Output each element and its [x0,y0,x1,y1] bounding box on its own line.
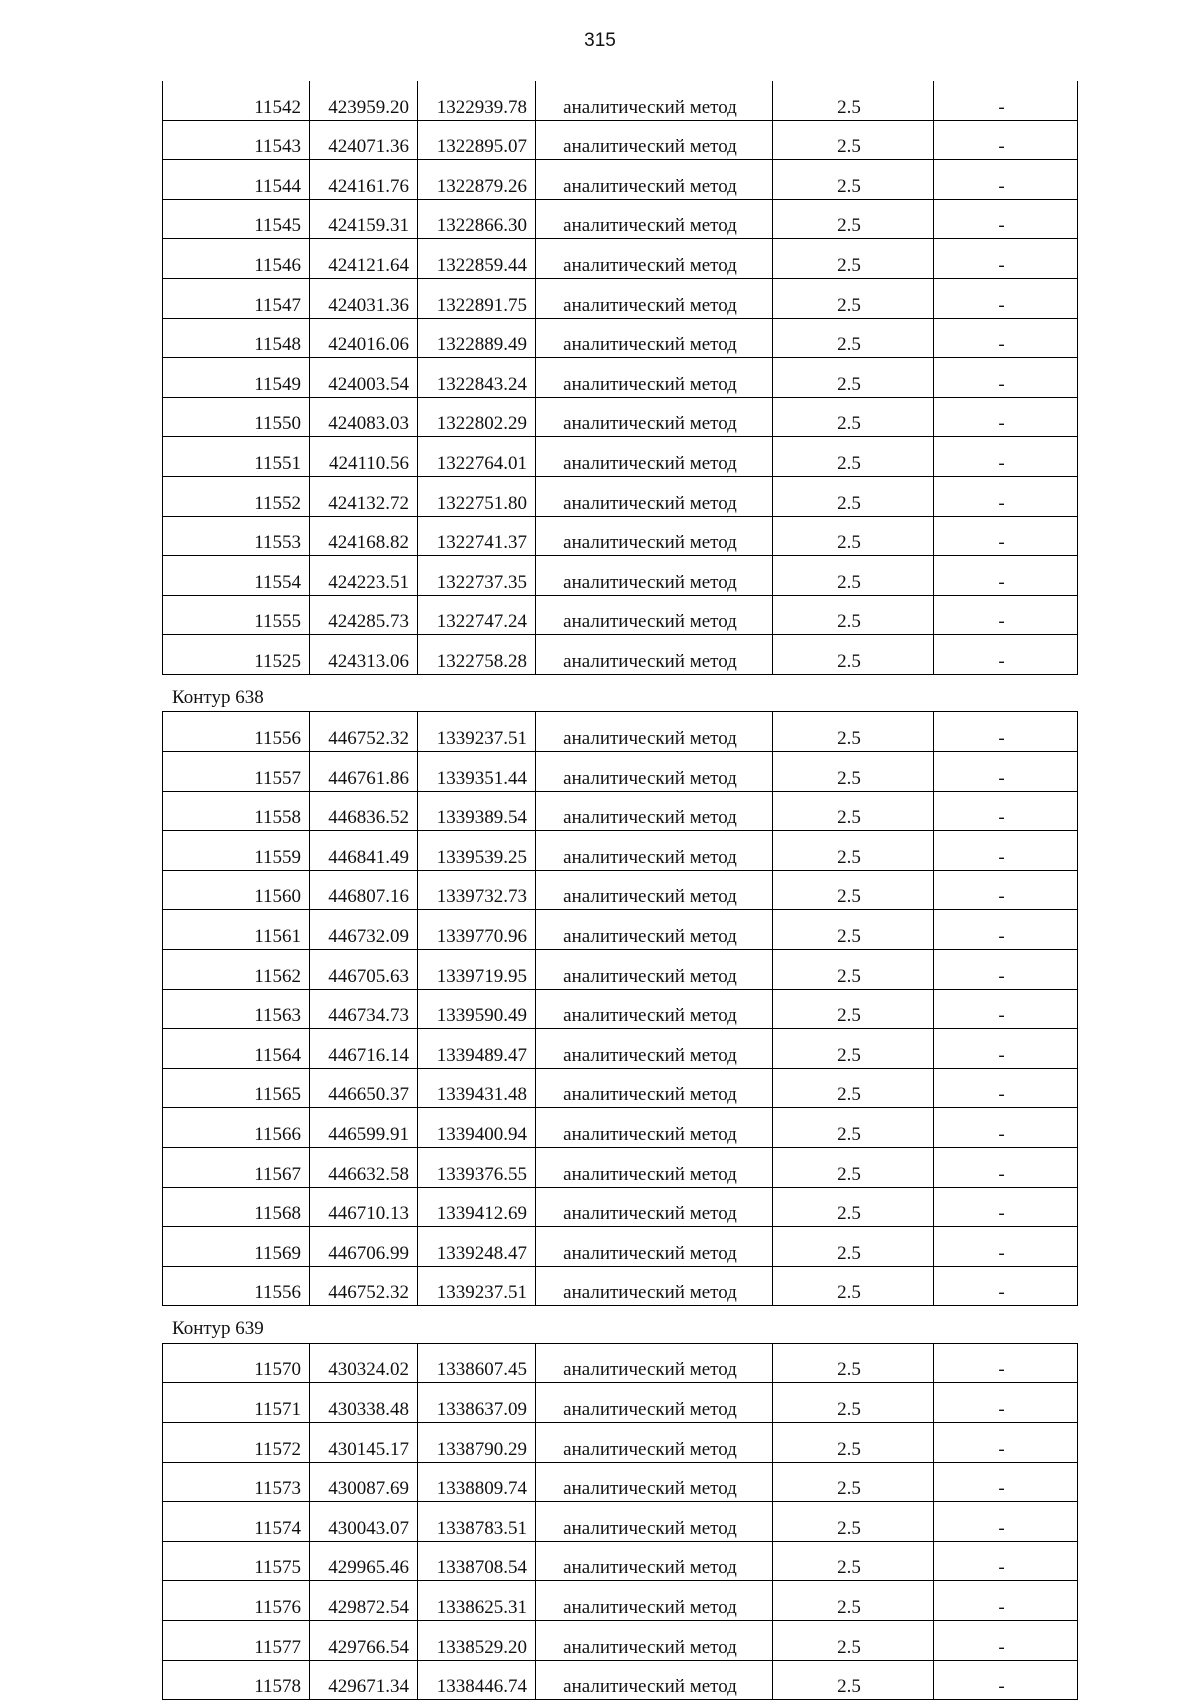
method-cell: аналитический метод [536,199,773,239]
x-coordinate-cell: 424121.64 [310,239,418,279]
x-coordinate-cell: 446836.52 [310,791,418,831]
description-cell: - [934,318,1078,358]
table-row [163,1147,1078,1187]
y-coordinate-cell: 1322889.49 [418,318,536,358]
y-coordinate-cell: 1339351.44 [418,752,536,792]
description-cell: - [934,1383,1078,1423]
x-coordinate-cell: 430043.07 [310,1502,418,1542]
method-cell: аналитический метод [536,1068,773,1108]
x-coordinate-cell: 424003.54 [310,358,418,398]
accuracy-cell: 2.5 [773,752,934,792]
description-cell: - [934,989,1078,1029]
accuracy-cell: 2.5 [773,1541,934,1581]
x-coordinate-cell: 429872.54 [310,1581,418,1621]
method-cell: аналитический метод [536,358,773,398]
y-coordinate-cell: 1322802.29 [418,397,536,437]
accuracy-cell: 2.5 [773,989,934,1029]
y-coordinate-cell: 1322751.80 [418,476,536,516]
method-cell: аналитический метод [536,1502,773,1542]
method-cell: аналитический метод [536,437,773,477]
point-number-cell: 11568 [163,1187,310,1227]
point-number-cell: 11546 [163,239,310,279]
x-coordinate-cell: 424132.72 [310,476,418,516]
x-coordinate-cell: 430338.48 [310,1383,418,1423]
y-coordinate-cell: 1322939.78 [418,81,536,120]
description-cell: - [934,358,1078,398]
method-cell: аналитический метод [536,1187,773,1227]
accuracy-cell: 2.5 [773,278,934,318]
accuracy-cell: 2.5 [773,712,934,752]
method-cell: аналитический метод [536,989,773,1029]
y-coordinate-cell: 1322764.01 [418,437,536,477]
method-cell: аналитический метод [536,1581,773,1621]
method-cell: аналитический метод [536,1423,773,1463]
y-coordinate-cell: 1339389.54 [418,791,536,831]
table-row [163,556,1078,596]
point-number-cell: 11574 [163,1502,310,1542]
x-coordinate-cell: 429766.54 [310,1620,418,1660]
x-coordinate-cell: 429671.34 [310,1660,418,1700]
method-cell: аналитический метод [536,160,773,200]
method-cell: аналитический метод [536,1620,773,1660]
accuracy-cell: 2.5 [773,239,934,279]
y-coordinate-cell: 1338607.45 [418,1343,536,1383]
method-cell: аналитический метод [536,476,773,516]
point-number-cell: 11548 [163,318,310,358]
accuracy-cell: 2.5 [773,831,934,871]
y-coordinate-cell: 1339431.48 [418,1068,536,1108]
table-row [163,1068,1078,1108]
table-row [163,239,1078,279]
point-number-cell: 11569 [163,1227,310,1267]
description-cell: - [934,437,1078,477]
y-coordinate-cell: 1339376.55 [418,1147,536,1187]
point-number-cell: 11572 [163,1423,310,1463]
x-coordinate-cell: 424031.36 [310,278,418,318]
y-coordinate-cell: 1322895.07 [418,120,536,160]
description-cell: - [934,595,1078,635]
accuracy-cell: 2.5 [773,1343,934,1383]
y-coordinate-cell: 1339732.73 [418,870,536,910]
point-number-cell: 11557 [163,752,310,792]
point-number-cell: 11567 [163,1147,310,1187]
accuracy-cell: 2.5 [773,949,934,989]
coordinates-table [162,711,1078,1306]
point-number-cell: 11555 [163,595,310,635]
description-cell: - [934,1343,1078,1383]
description-cell: - [934,1502,1078,1542]
table-row [163,1423,1078,1463]
point-number-cell: 11571 [163,1383,310,1423]
x-coordinate-cell: 424083.03 [310,397,418,437]
description-cell: - [934,1541,1078,1581]
x-coordinate-cell: 446761.86 [310,752,418,792]
coordinates-table [162,81,1078,675]
accuracy-cell: 2.5 [773,1581,934,1621]
point-number-cell: 11556 [163,1266,310,1306]
x-coordinate-cell: 424110.56 [310,437,418,477]
point-number-cell: 11551 [163,437,310,477]
accuracy-cell: 2.5 [773,318,934,358]
point-number-cell: 11559 [163,831,310,871]
x-coordinate-cell: 430324.02 [310,1343,418,1383]
x-coordinate-cell: 446710.13 [310,1187,418,1227]
point-number-cell: 11573 [163,1462,310,1502]
table-row [163,1383,1078,1423]
point-number-cell: 11544 [163,160,310,200]
table-row [163,1108,1078,1148]
x-coordinate-cell: 424161.76 [310,160,418,200]
description-cell: - [934,1147,1078,1187]
accuracy-cell: 2.5 [773,1620,934,1660]
point-number-cell: 11563 [163,989,310,1029]
accuracy-cell: 2.5 [773,556,934,596]
x-coordinate-cell: 446599.91 [310,1108,418,1148]
point-number-cell: 11564 [163,1029,310,1069]
x-coordinate-cell: 424168.82 [310,516,418,556]
table-row [163,1227,1078,1267]
accuracy-cell: 2.5 [773,1068,934,1108]
point-number-cell: 11547 [163,278,310,318]
description-cell: - [934,949,1078,989]
point-number-cell: 11562 [163,949,310,989]
description-cell: - [934,278,1078,318]
method-cell: аналитический метод [536,712,773,752]
coordinates-document [162,81,1077,1700]
y-coordinate-cell: 1338809.74 [418,1462,536,1502]
y-coordinate-cell: 1322859.44 [418,239,536,279]
method-cell: аналитический метод [536,752,773,792]
y-coordinate-cell: 1322843.24 [418,358,536,398]
point-number-cell: 11578 [163,1660,310,1700]
y-coordinate-cell: 1338637.09 [418,1383,536,1423]
y-coordinate-cell: 1338529.20 [418,1620,536,1660]
point-number-cell: 11545 [163,199,310,239]
accuracy-cell: 2.5 [773,1227,934,1267]
method-cell: аналитический метод [536,1029,773,1069]
method-cell: аналитический метод [536,120,773,160]
table-row [163,1462,1078,1502]
contour-title: Контур 638 [172,686,264,708]
accuracy-cell: 2.5 [773,199,934,239]
y-coordinate-cell: 1338446.74 [418,1660,536,1700]
description-cell: - [934,199,1078,239]
accuracy-cell: 2.5 [773,1423,934,1463]
table-row [163,1266,1078,1306]
table-row [163,949,1078,989]
method-cell: аналитический метод [536,1383,773,1423]
description-cell: - [934,870,1078,910]
coordinates-table [162,1343,1078,1700]
table-row [163,120,1078,160]
y-coordinate-cell: 1339590.49 [418,989,536,1029]
method-cell: аналитический метод [536,278,773,318]
table-row [163,278,1078,318]
point-number-cell: 11552 [163,476,310,516]
table-row [163,318,1078,358]
point-number-cell: 11525 [163,635,310,675]
description-cell: - [934,831,1078,871]
accuracy-cell: 2.5 [773,1029,934,1069]
point-number-cell: 11549 [163,358,310,398]
table-row [163,791,1078,831]
table-row [163,81,1078,120]
description-cell: - [934,1187,1078,1227]
x-coordinate-cell: 424159.31 [310,199,418,239]
method-cell: аналитический метод [536,635,773,675]
table-row [163,831,1078,871]
x-coordinate-cell: 424313.06 [310,635,418,675]
accuracy-cell: 2.5 [773,1187,934,1227]
y-coordinate-cell: 1339248.47 [418,1227,536,1267]
description-cell: - [934,81,1078,120]
x-coordinate-cell: 446706.99 [310,1227,418,1267]
accuracy-cell: 2.5 [773,516,934,556]
description-cell: - [934,476,1078,516]
method-cell: аналитический метод [536,791,773,831]
description-cell: - [934,712,1078,752]
point-number-cell: 11543 [163,120,310,160]
accuracy-cell: 2.5 [773,358,934,398]
point-number-cell: 11542 [163,81,310,120]
point-number-cell: 11556 [163,712,310,752]
point-number-cell: 11561 [163,910,310,950]
table-row [163,712,1078,752]
table-row [163,160,1078,200]
point-number-cell: 11560 [163,870,310,910]
y-coordinate-cell: 1339237.51 [418,1266,536,1306]
y-coordinate-cell: 1322891.75 [418,278,536,318]
point-number-cell: 11565 [163,1068,310,1108]
table-row [163,1187,1078,1227]
method-cell: аналитический метод [536,595,773,635]
y-coordinate-cell: 1322758.28 [418,635,536,675]
method-cell: аналитический метод [536,1108,773,1148]
y-coordinate-cell: 1339719.95 [418,949,536,989]
y-coordinate-cell: 1339400.94 [418,1108,536,1148]
page-number: 315 [584,30,616,51]
accuracy-cell: 2.5 [773,635,934,675]
x-coordinate-cell: 430145.17 [310,1423,418,1463]
x-coordinate-cell: 446807.16 [310,870,418,910]
x-coordinate-cell: 446632.58 [310,1147,418,1187]
accuracy-cell: 2.5 [773,437,934,477]
table-row [163,1541,1078,1581]
method-cell: аналитический метод [536,1227,773,1267]
description-cell: - [934,239,1078,279]
description-cell: - [934,160,1078,200]
table-row [163,1343,1078,1383]
y-coordinate-cell: 1339412.69 [418,1187,536,1227]
table-row [163,1502,1078,1542]
table-row [163,910,1078,950]
x-coordinate-cell: 424223.51 [310,556,418,596]
accuracy-cell: 2.5 [773,791,934,831]
description-cell: - [934,1462,1078,1502]
y-coordinate-cell: 1322879.26 [418,160,536,200]
point-number-cell: 11577 [163,1620,310,1660]
y-coordinate-cell: 1338708.54 [418,1541,536,1581]
x-coordinate-cell: 446732.09 [310,910,418,950]
y-coordinate-cell: 1322737.35 [418,556,536,596]
y-coordinate-cell: 1339770.96 [418,910,536,950]
description-cell: - [934,397,1078,437]
description-cell: - [934,1108,1078,1148]
y-coordinate-cell: 1339539.25 [418,831,536,871]
accuracy-cell: 2.5 [773,397,934,437]
method-cell: аналитический метод [536,1266,773,1306]
method-cell: аналитический метод [536,1660,773,1700]
y-coordinate-cell: 1322866.30 [418,199,536,239]
description-cell: - [934,1266,1078,1306]
method-cell: аналитический метод [536,1147,773,1187]
table-row [163,397,1078,437]
accuracy-cell: 2.5 [773,910,934,950]
table-row [163,1620,1078,1660]
description-cell: - [934,1620,1078,1660]
x-coordinate-cell: 446752.32 [310,1266,418,1306]
x-coordinate-cell: 429965.46 [310,1541,418,1581]
x-coordinate-cell: 446752.32 [310,712,418,752]
description-cell: - [934,120,1078,160]
x-coordinate-cell: 424016.06 [310,318,418,358]
x-coordinate-cell: 423959.20 [310,81,418,120]
accuracy-cell: 2.5 [773,1108,934,1148]
description-cell: - [934,1029,1078,1069]
accuracy-cell: 2.5 [773,1147,934,1187]
method-cell: аналитический метод [536,1541,773,1581]
x-coordinate-cell: 446734.73 [310,989,418,1029]
description-cell: - [934,1423,1078,1463]
method-cell: аналитический метод [536,910,773,950]
contour-title: Контур 639 [172,1318,264,1340]
method-cell: аналитический метод [536,1343,773,1383]
table-row [163,595,1078,635]
description-cell: - [934,791,1078,831]
method-cell: аналитический метод [536,516,773,556]
accuracy-cell: 2.5 [773,120,934,160]
description-cell: - [934,1660,1078,1700]
table-row [163,989,1078,1029]
accuracy-cell: 2.5 [773,476,934,516]
table-row [163,437,1078,477]
x-coordinate-cell: 430087.69 [310,1462,418,1502]
point-number-cell: 11558 [163,791,310,831]
accuracy-cell: 2.5 [773,1660,934,1700]
table-row [163,199,1078,239]
accuracy-cell: 2.5 [773,1383,934,1423]
accuracy-cell: 2.5 [773,81,934,120]
x-coordinate-cell: 446705.63 [310,949,418,989]
point-number-cell: 11553 [163,516,310,556]
x-coordinate-cell: 446650.37 [310,1068,418,1108]
table-row [163,358,1078,398]
table-row [163,476,1078,516]
description-cell: - [934,516,1078,556]
method-cell: аналитический метод [536,870,773,910]
y-coordinate-cell: 1322741.37 [418,516,536,556]
accuracy-cell: 2.5 [773,870,934,910]
x-coordinate-cell: 424285.73 [310,595,418,635]
table-row [163,516,1078,556]
table-row [163,635,1078,675]
x-coordinate-cell: 446841.49 [310,831,418,871]
table-row [163,1581,1078,1621]
table-row [163,1660,1078,1700]
point-number-cell: 11575 [163,1541,310,1581]
y-coordinate-cell: 1339489.47 [418,1029,536,1069]
y-coordinate-cell: 1338625.31 [418,1581,536,1621]
x-coordinate-cell: 424071.36 [310,120,418,160]
accuracy-cell: 2.5 [773,1266,934,1306]
method-cell: аналитический метод [536,318,773,358]
table-row [163,870,1078,910]
method-cell: аналитический метод [536,81,773,120]
table-row [163,1029,1078,1069]
point-number-cell: 11570 [163,1343,310,1383]
accuracy-cell: 2.5 [773,160,934,200]
accuracy-cell: 2.5 [773,1462,934,1502]
y-coordinate-cell: 1339237.51 [418,712,536,752]
method-cell: аналитический метод [536,949,773,989]
description-cell: - [934,635,1078,675]
description-cell: - [934,752,1078,792]
point-number-cell: 11566 [163,1108,310,1148]
x-coordinate-cell: 446716.14 [310,1029,418,1069]
method-cell: аналитический метод [536,1462,773,1502]
accuracy-cell: 2.5 [773,595,934,635]
y-coordinate-cell: 1338790.29 [418,1423,536,1463]
point-number-cell: 11550 [163,397,310,437]
method-cell: аналитический метод [536,397,773,437]
method-cell: аналитический метод [536,239,773,279]
description-cell: - [934,910,1078,950]
description-cell: - [934,1068,1078,1108]
y-coordinate-cell: 1338783.51 [418,1502,536,1542]
description-cell: - [934,1581,1078,1621]
description-cell: - [934,1227,1078,1267]
method-cell: аналитический метод [536,831,773,871]
accuracy-cell: 2.5 [773,1502,934,1542]
point-number-cell: 11576 [163,1581,310,1621]
method-cell: аналитический метод [536,556,773,596]
table-row [163,752,1078,792]
y-coordinate-cell: 1322747.24 [418,595,536,635]
point-number-cell: 11554 [163,556,310,596]
description-cell: - [934,556,1078,596]
